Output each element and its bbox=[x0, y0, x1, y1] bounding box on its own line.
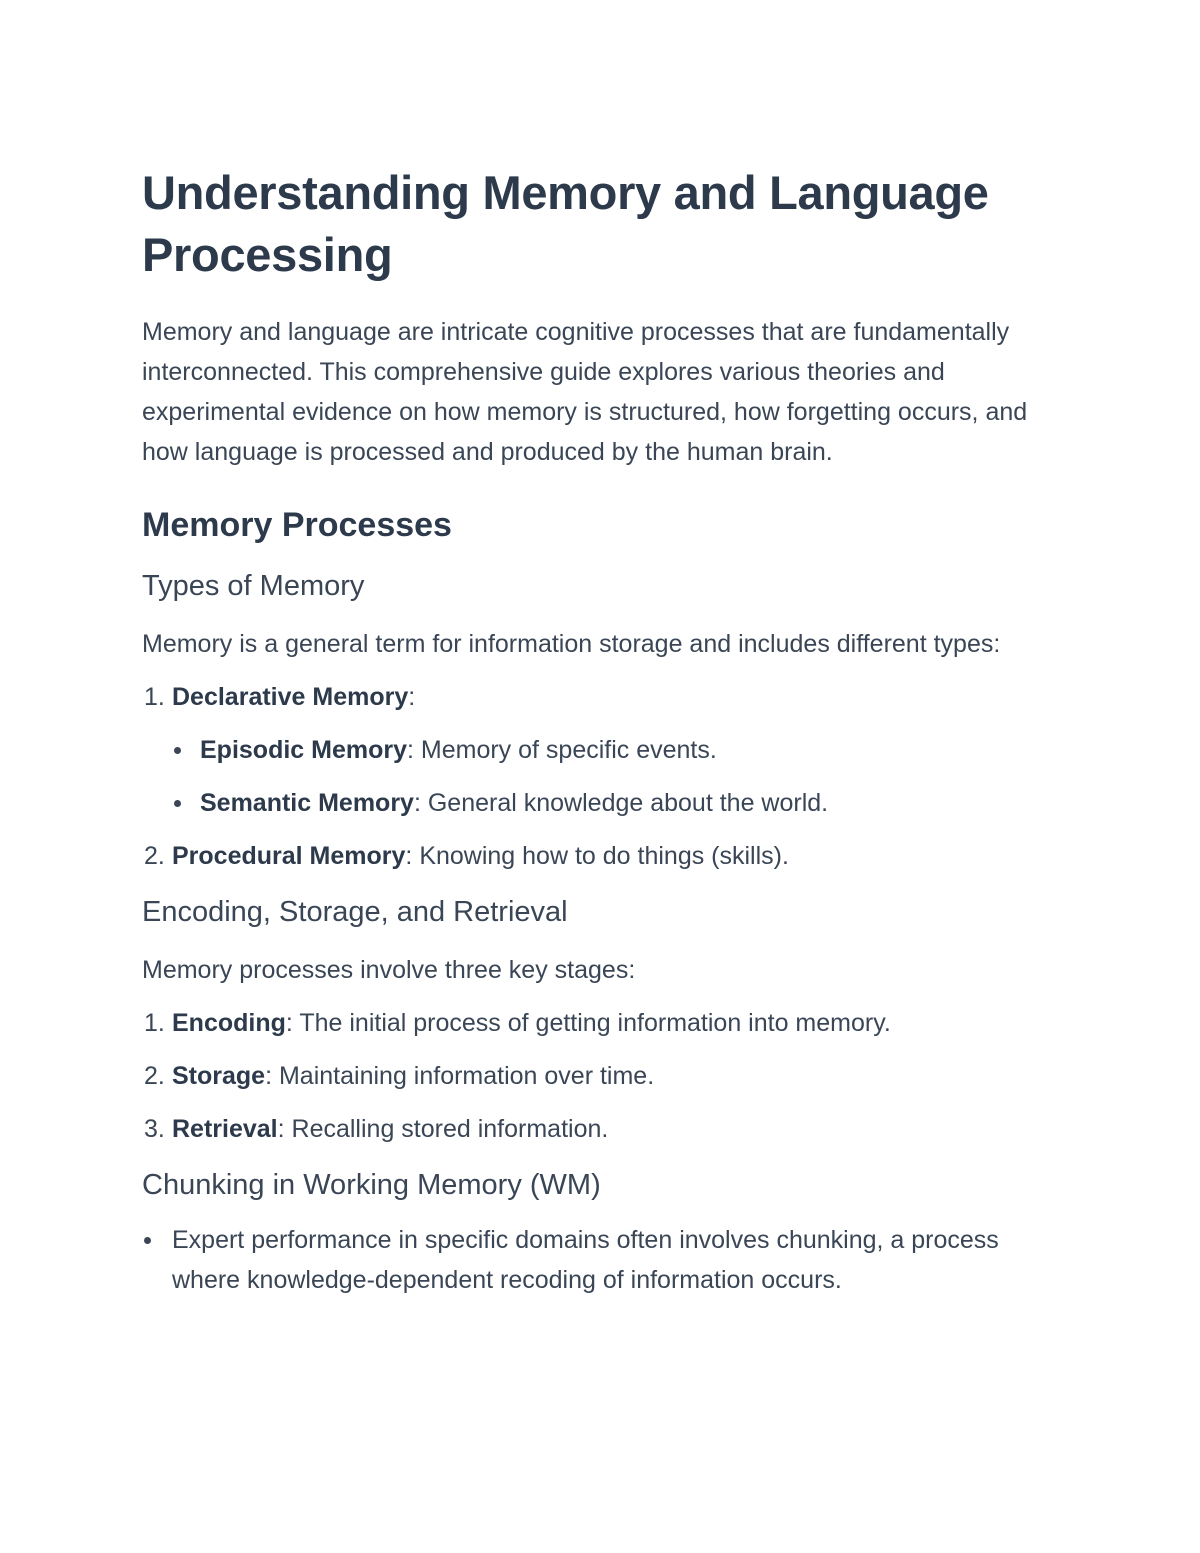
list-number: 3. bbox=[144, 1115, 165, 1143]
list-item-term: Declarative Memory bbox=[172, 683, 409, 711]
intro-paragraph: Memory and language are intricate cognitive processes that are fundamentally interconnected. This comprehensive guide explores various theories and experimental evidence on how memory is structured, how forgetting occurs, and how language is processed and produced by the human brain. bbox=[142, 318, 1028, 466]
subheading-chunking-working-memory: Chunking in Working Memory (WM) bbox=[142, 1169, 601, 1201]
list-number: 1. bbox=[144, 1009, 165, 1037]
list-item-term: Encoding bbox=[172, 1009, 286, 1037]
list-item-text: : The initial process of getting information into memory. bbox=[285, 1009, 891, 1037]
bullet-icon bbox=[144, 1237, 151, 1244]
list-item-text: Expert performance in specific domains often involves chunking, a process where knowledge-dependent recoding of information occurs. bbox=[172, 1226, 999, 1294]
list-item-term: Storage bbox=[172, 1062, 266, 1090]
list-item bbox=[142, 1109, 1060, 1149]
list-item-term: Episodic Memory bbox=[200, 736, 407, 764]
list-item-text: : Knowing how to do things (skills). bbox=[405, 842, 789, 870]
list-item bbox=[142, 1056, 1060, 1096]
list-item-text: : Maintaining information over time. bbox=[265, 1062, 655, 1090]
bullet-icon bbox=[174, 747, 181, 754]
types-intro-paragraph: Memory is a general term for information storage and includes different types: bbox=[142, 630, 1001, 658]
memory-stages-list bbox=[142, 1003, 1060, 1149]
list-item-text: : bbox=[408, 683, 416, 711]
chunking-list bbox=[142, 1220, 1060, 1300]
list-item bbox=[142, 677, 1060, 717]
list-item-text: : Recalling stored information. bbox=[277, 1115, 609, 1143]
list-item-text: : General knowledge about the world. bbox=[413, 789, 829, 817]
list-item-term: Retrieval bbox=[172, 1115, 278, 1143]
subheading-types-of-memory: Types of Memory bbox=[142, 570, 365, 602]
list-item-term: Semantic Memory bbox=[200, 789, 414, 817]
list-number: 2. bbox=[144, 1062, 165, 1090]
list-item bbox=[142, 730, 1060, 770]
subheading-encoding-storage-retrieval: Encoding, Storage, and Retrieval bbox=[142, 896, 568, 928]
list-number: 2. bbox=[144, 842, 165, 870]
list-item-term: Procedural Memory bbox=[172, 842, 406, 870]
bullet-icon bbox=[174, 800, 181, 807]
types-of-memory-list bbox=[142, 677, 1060, 876]
list-item bbox=[142, 1003, 1060, 1043]
stages-intro-paragraph: Memory processes involve three key stages: bbox=[142, 956, 636, 984]
list-item bbox=[142, 1220, 1060, 1300]
section-heading-memory-processes: Memory Processes bbox=[142, 506, 452, 544]
list-item bbox=[142, 783, 1060, 823]
list-number: 1. bbox=[144, 683, 165, 711]
list-item bbox=[142, 836, 1060, 876]
list-item-text: : Memory of specific events. bbox=[407, 736, 717, 764]
document-title: Understanding Memory and Language Processing bbox=[142, 166, 989, 281]
